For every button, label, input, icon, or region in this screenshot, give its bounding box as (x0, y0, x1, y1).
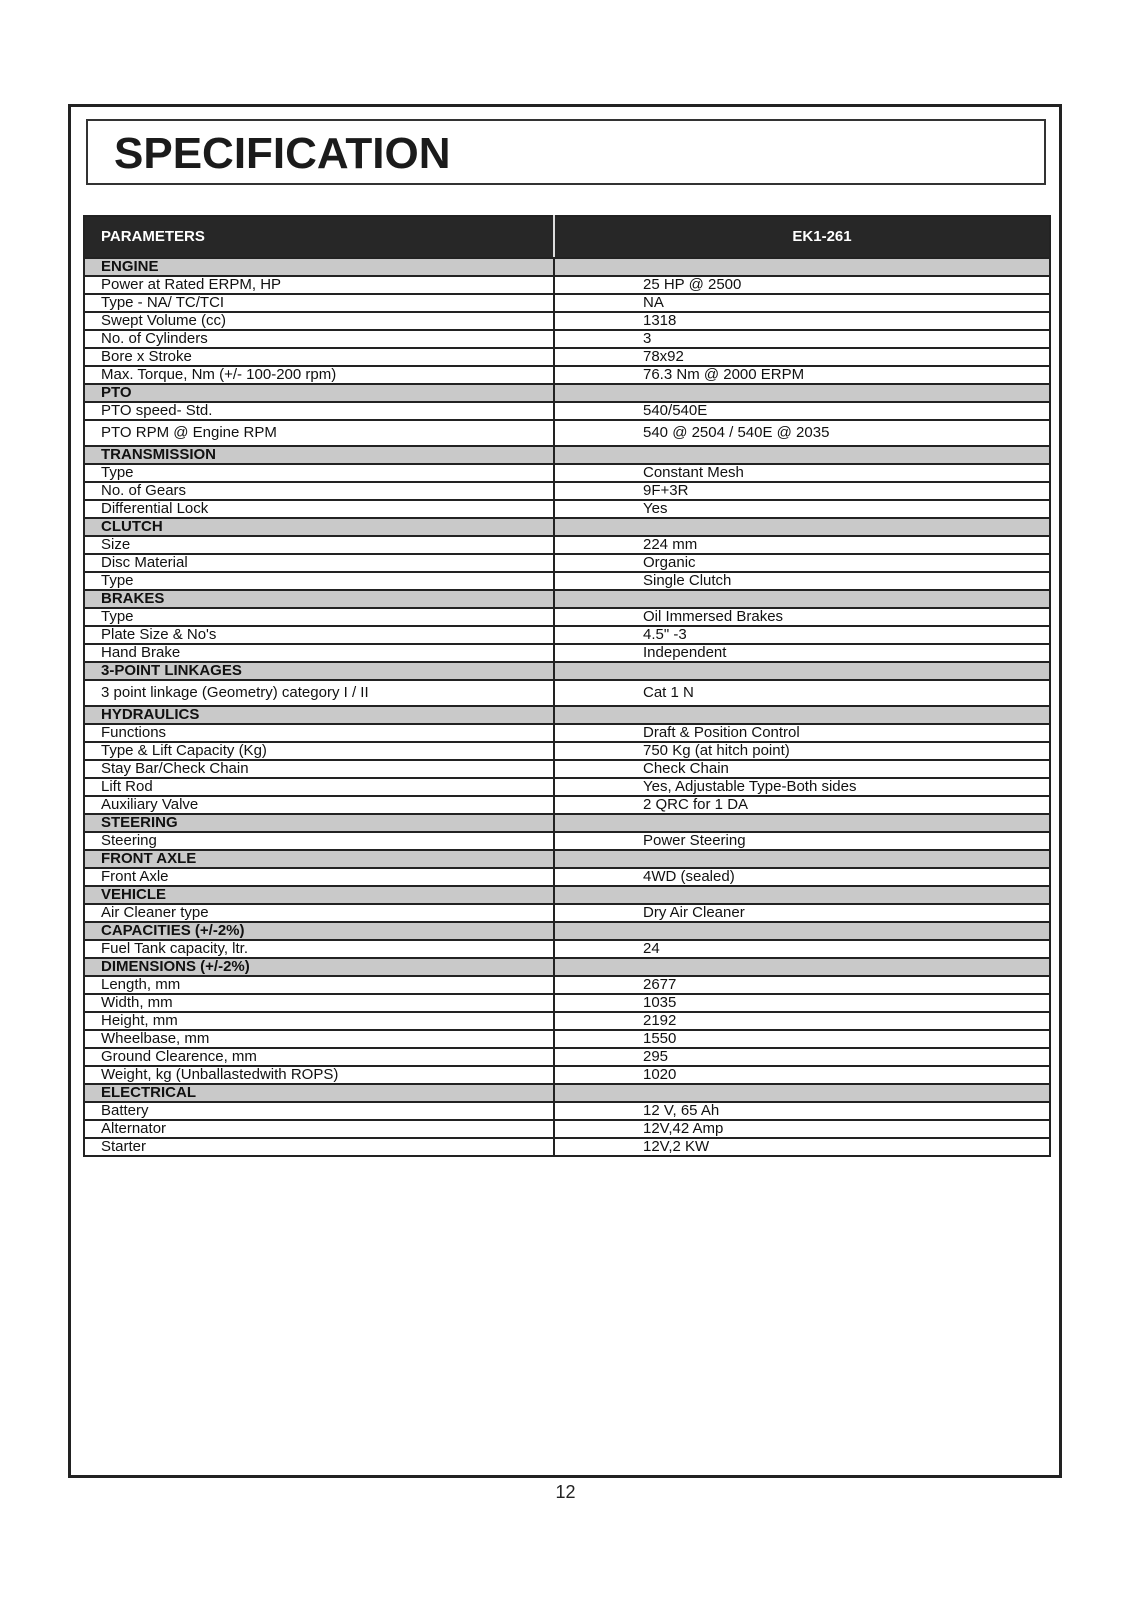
table-header-row (84, 216, 1050, 258)
value-cell: Draft & Position Control (554, 724, 1050, 742)
value-cell: 3 (554, 330, 1050, 348)
value-cell: 24 (554, 940, 1050, 958)
section-label: TRANSMISSION (84, 446, 554, 464)
parameter-cell: Stay Bar/Check Chain (84, 760, 554, 778)
table-row (84, 1102, 1050, 1120)
parameter-cell: Power at Rated ERPM, HP (84, 276, 554, 294)
table-row (84, 994, 1050, 1012)
section-label: CLUTCH (84, 518, 554, 536)
value-cell: 9F+3R (554, 482, 1050, 500)
header-parameters: PARAMETERS (84, 216, 554, 258)
table-row (84, 778, 1050, 796)
section-label: PTO (84, 384, 554, 402)
table-row (84, 1120, 1050, 1138)
value-cell: 12V,2 KW (554, 1138, 1050, 1156)
section-row (84, 814, 1050, 832)
value-cell: NA (554, 294, 1050, 312)
parameter-cell: PTO speed- Std. (84, 402, 554, 420)
section-row (84, 384, 1050, 402)
section-row (84, 518, 1050, 536)
section-value-cell (554, 518, 1050, 536)
section-label: BRAKES (84, 590, 554, 608)
page-title: SPECIFICATION (114, 129, 451, 178)
table-row (84, 420, 1050, 446)
value-cell: 224 mm (554, 536, 1050, 554)
parameter-cell: Weight, kg (Unballastedwith ROPS) (84, 1066, 554, 1084)
parameter-cell: Bore x Stroke (84, 348, 554, 366)
section-value-cell (554, 886, 1050, 904)
table-row (84, 626, 1050, 644)
table-row (84, 760, 1050, 778)
table-body (84, 258, 1050, 1156)
section-row (84, 922, 1050, 940)
table-row (84, 330, 1050, 348)
table-row (84, 1138, 1050, 1156)
table-row (84, 976, 1050, 994)
parameter-cell: Hand Brake (84, 644, 554, 662)
parameter-cell: Fuel Tank capacity, ltr. (84, 940, 554, 958)
section-row (84, 1084, 1050, 1102)
value-cell: 12 V, 65 Ah (554, 1102, 1050, 1120)
parameter-cell: Air Cleaner type (84, 904, 554, 922)
parameter-cell: No. of Gears (84, 482, 554, 500)
value-cell: Independent (554, 644, 1050, 662)
parameter-cell: Battery (84, 1102, 554, 1120)
table-row (84, 464, 1050, 482)
section-label: 3-POINT LINKAGES (84, 662, 554, 680)
value-cell: 76.3 Nm @ 2000 ERPM (554, 366, 1050, 384)
table-row (84, 402, 1050, 420)
value-cell: 25 HP @ 2500 (554, 276, 1050, 294)
table-row (84, 1012, 1050, 1030)
value-cell: Single Clutch (554, 572, 1050, 590)
parameter-cell: Type (84, 572, 554, 590)
section-label: ELECTRICAL (84, 1084, 554, 1102)
header-model: EK1-261 (554, 216, 1050, 258)
value-cell: 540/540E (554, 402, 1050, 420)
value-cell: Dry Air Cleaner (554, 904, 1050, 922)
parameter-cell: Height, mm (84, 1012, 554, 1030)
table-row (84, 1030, 1050, 1048)
parameter-cell: Steering (84, 832, 554, 850)
table-row (84, 868, 1050, 886)
parameter-cell: Starter (84, 1138, 554, 1156)
section-value-cell (554, 706, 1050, 724)
table-row (84, 904, 1050, 922)
section-value-cell (554, 850, 1050, 868)
parameter-cell: Ground Clearence, mm (84, 1048, 554, 1066)
section-row (84, 850, 1050, 868)
value-cell: Cat 1 N (554, 680, 1050, 706)
value-cell: 2192 (554, 1012, 1050, 1030)
section-label: VEHICLE (84, 886, 554, 904)
table-row (84, 348, 1050, 366)
parameter-cell: Type - NA/ TC/TCI (84, 294, 554, 312)
value-cell: Check Chain (554, 760, 1050, 778)
value-cell: 12V,42 Amp (554, 1120, 1050, 1138)
parameter-cell: 3 point linkage (Geometry) category I / II (84, 680, 554, 706)
section-row (84, 958, 1050, 976)
table-row (84, 832, 1050, 850)
table-row (84, 724, 1050, 742)
parameter-cell: Lift Rod (84, 778, 554, 796)
specification-table (83, 215, 1051, 1157)
table-row (84, 554, 1050, 572)
value-cell: 540 @ 2504 / 540E @ 2035 (554, 420, 1050, 446)
value-cell: 295 (554, 1048, 1050, 1066)
table-row (84, 482, 1050, 500)
section-label: FRONT AXLE (84, 850, 554, 868)
table-row (84, 366, 1050, 384)
value-cell: Power Steering (554, 832, 1050, 850)
section-row (84, 706, 1050, 724)
table-row (84, 644, 1050, 662)
section-value-cell (554, 590, 1050, 608)
value-cell: 4WD (sealed) (554, 868, 1050, 886)
section-row (84, 446, 1050, 464)
parameter-cell: Type (84, 464, 554, 482)
table-row (84, 500, 1050, 518)
section-label: CAPACITIES (+/-2%) (84, 922, 554, 940)
section-value-cell (554, 814, 1050, 832)
value-cell: Constant Mesh (554, 464, 1050, 482)
table-row (84, 1048, 1050, 1066)
section-row (84, 662, 1050, 680)
section-label: HYDRAULICS (84, 706, 554, 724)
value-cell: Yes, Adjustable Type-Both sides (554, 778, 1050, 796)
page-number: 12 (555, 1482, 576, 1502)
section-label: ENGINE (84, 258, 554, 276)
value-cell: 4.5" -3 (554, 626, 1050, 644)
value-cell: Oil Immersed Brakes (554, 608, 1050, 626)
table-row (84, 940, 1050, 958)
table-row (84, 536, 1050, 554)
value-cell: 2 QRC for 1 DA (554, 796, 1050, 814)
parameter-cell: PTO RPM @ Engine RPM (84, 420, 554, 446)
parameter-cell: Auxiliary Valve (84, 796, 554, 814)
parameter-cell: Plate Size & No's (84, 626, 554, 644)
parameter-cell: Type (84, 608, 554, 626)
parameter-cell: Width, mm (84, 994, 554, 1012)
section-row (84, 590, 1050, 608)
parameter-cell: No. of Cylinders (84, 330, 554, 348)
table-row (84, 294, 1050, 312)
parameter-cell: Type & Lift Capacity (Kg) (84, 742, 554, 760)
parameter-cell: Differential Lock (84, 500, 554, 518)
title-box (86, 119, 1046, 185)
section-value-cell (554, 662, 1050, 680)
value-cell: 750 Kg (at hitch point) (554, 742, 1050, 760)
table-row (84, 572, 1050, 590)
parameter-cell: Functions (84, 724, 554, 742)
section-value-cell (554, 958, 1050, 976)
parameter-cell: Max. Torque, Nm (+/- 100-200 rpm) (84, 366, 554, 384)
table-row (84, 680, 1050, 706)
parameter-cell: Length, mm (84, 976, 554, 994)
value-cell: 1550 (554, 1030, 1050, 1048)
parameter-cell: Front Axle (84, 868, 554, 886)
table-row (84, 1066, 1050, 1084)
section-label: DIMENSIONS (+/-2%) (84, 958, 554, 976)
value-cell: 1020 (554, 1066, 1050, 1084)
parameter-cell: Swept Volume (cc) (84, 312, 554, 330)
table-row (84, 608, 1050, 626)
section-value-cell (554, 1084, 1050, 1102)
section-row (84, 886, 1050, 904)
value-cell: Yes (554, 500, 1050, 518)
parameter-cell: Size (84, 536, 554, 554)
value-cell: 1318 (554, 312, 1050, 330)
section-value-cell (554, 922, 1050, 940)
table-row (84, 796, 1050, 814)
table-row (84, 312, 1050, 330)
value-cell: 2677 (554, 976, 1050, 994)
section-value-cell (554, 384, 1050, 402)
section-label: STEERING (84, 814, 554, 832)
value-cell: 78x92 (554, 348, 1050, 366)
section-row (84, 258, 1050, 276)
parameter-cell: Alternator (84, 1120, 554, 1138)
parameter-cell: Disc Material (84, 554, 554, 572)
table-row (84, 742, 1050, 760)
section-value-cell (554, 446, 1050, 464)
table-row (84, 276, 1050, 294)
parameter-cell: Wheelbase, mm (84, 1030, 554, 1048)
value-cell: Organic (554, 554, 1050, 572)
section-value-cell (554, 258, 1050, 276)
value-cell: 1035 (554, 994, 1050, 1012)
